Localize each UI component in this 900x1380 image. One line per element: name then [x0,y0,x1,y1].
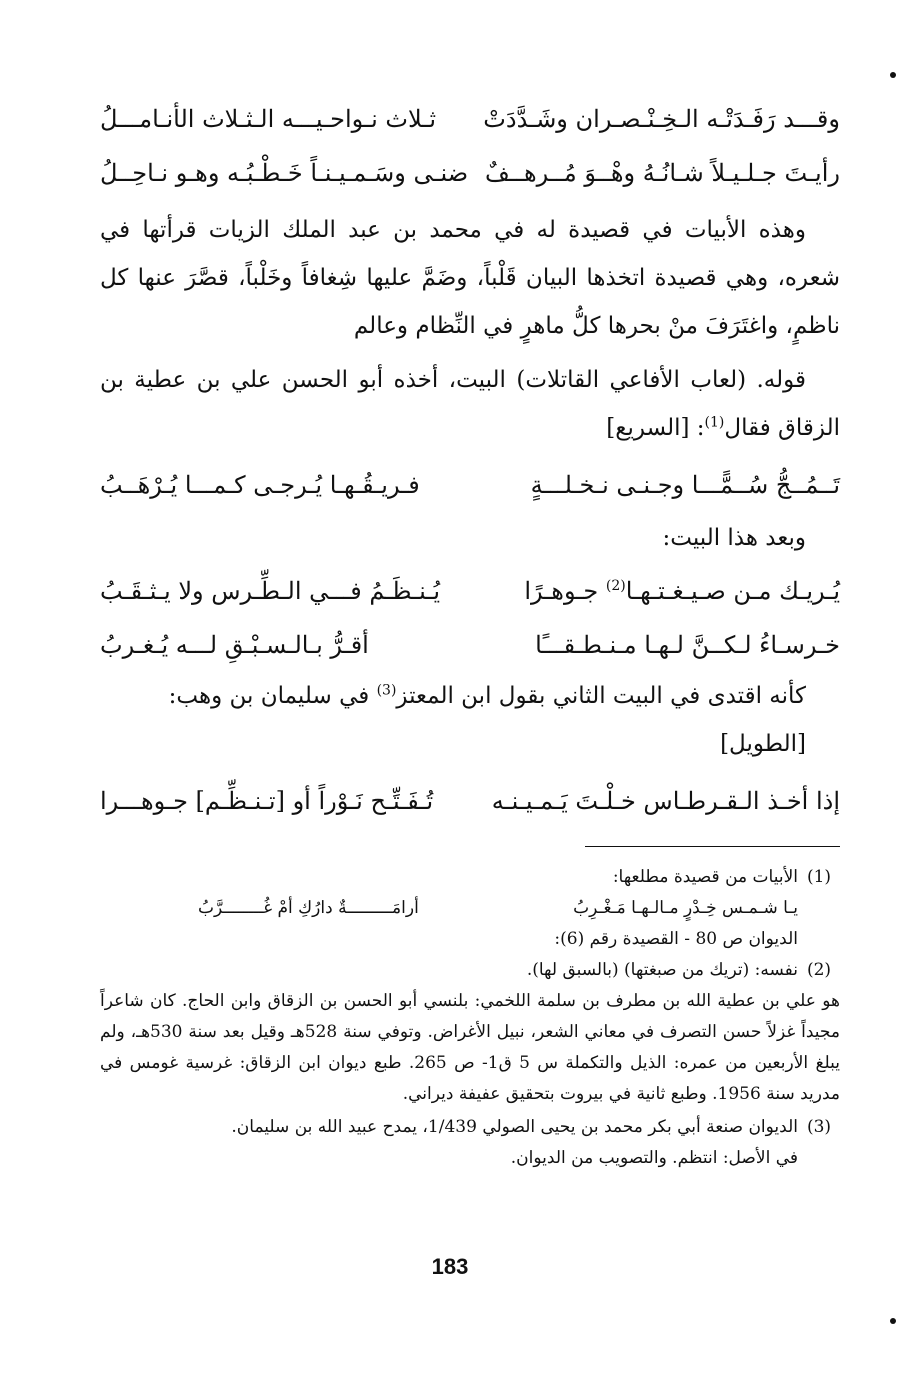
footnote-number: (2) [806,960,832,980]
footnote-line: الأبيات من قصيدة مطلعها: [612,867,798,887]
prose-block [100,672,840,768]
footnote-line: نفسه: (تريك من صبغتها) (بالسبق لها). [526,960,798,980]
footnote-separator [585,846,840,847]
verse-line [100,146,840,200]
footnote [100,955,840,986]
paragraph [100,672,840,768]
verse-hemistich: فـريـقُـهـا يُـرجـى كـمـــا يُـرْهَــبُ [100,471,420,499]
verse-hemistich: أقـرُّ بـالـسـبْـقِ لـــه يُـغـربُ [100,631,369,659]
verse-hemistich: أرامَـــــــــةٌ دارُكِ أمْ غُــــــــرَّبُ [198,898,419,918]
verse-text: جـوهـرًا [524,577,606,605]
footnote-ref: (3) [376,682,397,699]
scan-mark [890,1318,896,1324]
main-text [100,92,840,828]
prose-block [100,206,840,452]
verse-line [100,564,840,618]
intro-line: وبعد هذا البيت: [662,525,806,551]
paragraph [100,356,840,452]
paragraph-text: كأنه اقتدى في البيت الثاني بقول ابن المعتز [396,683,806,709]
footnote-ref: (2) [605,578,626,594]
meter-label: [الطويل] [720,731,806,757]
meter-label: : [السريع] [606,415,705,441]
verse-line [100,618,840,672]
verse-hemistich: ثـلاث نـواحـيـــه الـثـلاث الأنـامـــلُ [100,105,436,133]
scan-mark [890,72,896,78]
footnote-line: في الأصل: انتظم. والتصويب من الديوان. [510,1148,798,1168]
verse-hemistich: رأيـتَ جـلـيـلاً شـانُـهُ وهْــوَ مُــرهــفٌ [485,159,840,187]
verse-line [100,774,840,828]
paragraph: وهذه الأبيات في قصيدة له في محمد بن عبد الملك الزيات قرأتها في شعره، وهي قصيدة اتخذها البيان قَلْباً، وضَمَّ عليها شِغافاً وخَلْباً، قصَّرَ عنها كل ناظمٍ، واغتَرَفَ منْ بحرها كلُّ ماهرٍ في النِّظام وعالم [100,217,840,339]
verse-line [100,92,840,146]
verse-hemistich: يـا شـمـس خِـدْرٍ مـالـهـا مَـغْـرِبُ [573,898,798,918]
verse-hemistich: خـرسـاءُ لـكــنَّ لـهـا مـنـطـقـــًا [535,631,840,659]
footnote [100,862,840,955]
footnote-body [100,1112,798,1174]
footnote-number: (3) [806,1117,832,1137]
verse-line [100,458,840,512]
footnote-number: (1) [806,867,832,887]
footnote-body [100,955,798,986]
footnote-body [100,862,798,955]
verse-hemistich: يُـنـظَـمُ فـــي الـطِّـرس ولا يـثـقَـبُ [100,577,441,605]
footnote-verse [198,893,798,924]
footnote-line: الديوان صنعة أبي بكر محمد بن يحيى الصولي 1/439، يمدح عبيد الله بن سليمان. [231,1117,798,1137]
footnote-line: الديوان ص 80 - القصيدة رقم (6): [554,929,798,949]
verse-hemistich [524,564,840,618]
verse-hemistich: تُـفَـتِّـح نَـوْراً أو [تـنـظِّـم] جـوهـــرا [100,787,434,815]
verse-hemistich: وقـــد رَفَـدَتْـه الـخِـنْـصـران وشَـدَّدَتْ [483,105,840,133]
paragraph-text: في سليمان بن وهب: [168,683,377,709]
footnotes [100,862,840,1174]
verse-hemistich: إذا أخـذ الـقـرطـاس خـلْـتَ يَـمـيـنـه [491,787,840,815]
footnote-ref: (1) [704,414,725,431]
verse-hemistich: ضنـى وسَـمـيـنـاً خَـطْـبُـه وهـو نـاحِــلُ [100,159,469,187]
footnote-paragraph: هو علي بن عطية الله بن مطرف بن سلمة اللخمي: بلنسي أبو الحسن بن الزقاق وابن الحاج. كان شاعراً مجيداً غزلاً حسن التصرف في معاني الشعر، نبيل الأغراض. وتوفي سنة 528هـ وقيل بعد سنة 530هـ، ولم يبلغ الأربعين من عمره: الذيل والتكملة س 5 ق1- ص 265. طبع ديوان ابن الزقاق: غرسية غومس في مدريد سنة 1956. وطبع ثانية في بيروت بتحقيق عفيفة ديراني. [100,991,841,1104]
footnote [100,1112,840,1174]
paragraph-text: قوله. (لعاب الأفاعي القاتلات) البيت، أخذه أبو الحسن علي بن عطية بن الزقاق فقال [100,367,840,441]
page-number: 183 [431,1254,469,1279]
verse-text: يُـريـك مـن صـيـغـتـهـا [625,577,840,605]
verse-hemistich: تَــمُــجُّ سُــمًّـــا وجـنـى نـخـلـــةٍ [530,471,840,499]
